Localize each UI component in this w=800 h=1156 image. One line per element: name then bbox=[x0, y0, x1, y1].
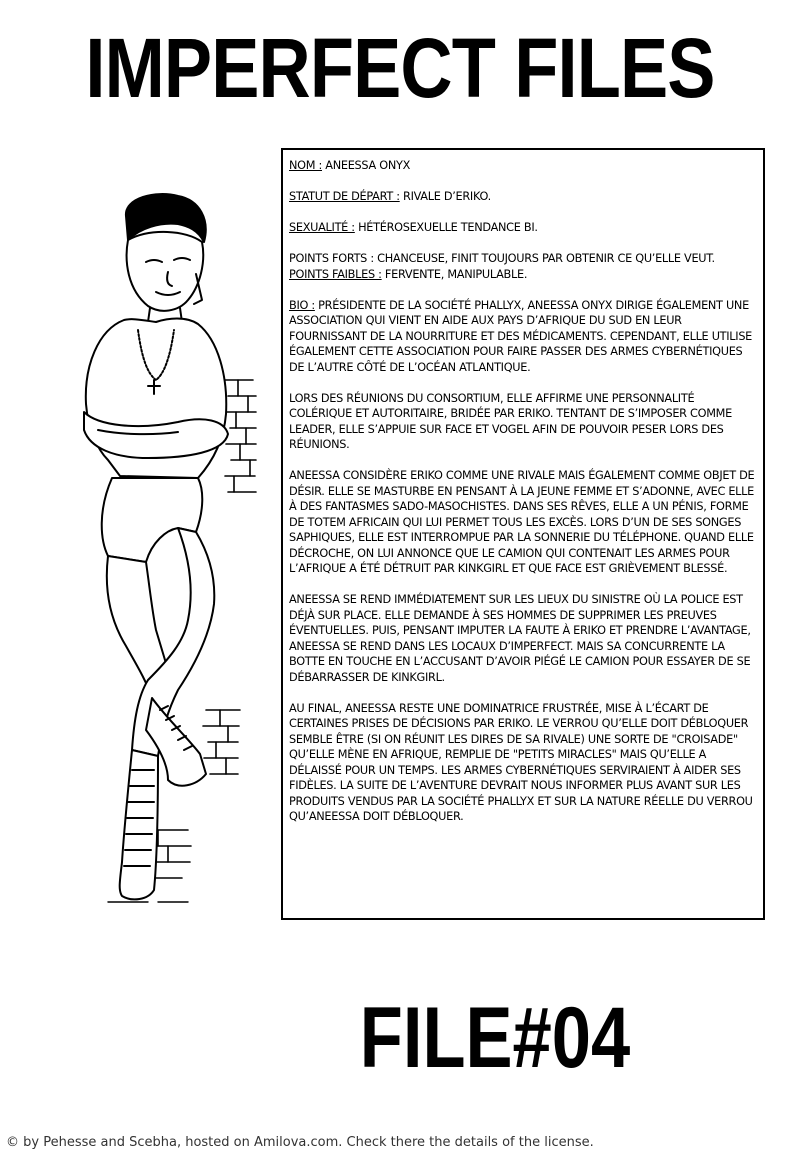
sexuality-value: HÉTÉROSEXUELLE TENDANCE BI. bbox=[358, 221, 538, 234]
status-label: STATUT DE DÉPART : bbox=[289, 190, 400, 203]
sexuality-label: SEXUALITÉ : bbox=[289, 221, 355, 234]
weaknesses-field bbox=[289, 267, 757, 283]
bio-paragraph-4: ANEESSA SE REND IMMÉDIATEMENT SUR LES LIEUX DU SINISTRE OÙ LA POLICE EST DÉJÀ SUR PLACE. ELLE DEMANDE À SES HOMMES DE SUPPRIMER LES PREUVES ÉVENTUELLES. PUIS, PENSANT IMPUTER LA FAUTE À ERIKO ET PRENDRE L’AVANTAGE, ANEESSA SE REND DANS LES LOCAUX D’IMPERFECT. MAIS SA CONCURRENTE LA BOTTE EN TOUCHE EN L’ACCUSANT D’AVOIR PIÉGÉ LE CAMION POUR ESSAYER DE SE DÉBARRASSER DE KINKGIRL. bbox=[289, 593, 751, 684]
name-label: NOM : bbox=[289, 159, 322, 172]
status-field bbox=[289, 189, 757, 205]
character-illustration bbox=[28, 190, 278, 920]
character-bio-panel bbox=[281, 148, 765, 920]
strengths-value: CHANCEUSE, FINIT TOUJOURS PAR OBTENIR CE QU’ELLE VEUT. bbox=[377, 252, 715, 265]
file-number: FILE#04 bbox=[359, 990, 631, 1086]
status-value: RIVALE D’ERIKO. bbox=[403, 190, 491, 203]
copyright-footer: © by Pehesse and Scebha, hosted on Amilova.com. Check there the details of the license. bbox=[6, 1135, 594, 1150]
bio-paragraph-5: AU FINAL, ANEESSA RESTE UNE DOMINATRICE FRUSTRÉE, MISE À L’ÉCART DE CERTAINES PRISES DE DÉCISIONS PAR ERIKO. LE VERROU QU’ELLE DOIT DÉBLOQUER SEMBLE ÊTRE (SI ON RÉUNIT LES DIRES DE SA RIVALE) UNE SORTE DE "CROISADE" QU’ELLE MÈNE EN AFRIQUE, REMPLIE DE "PETITS MIRACLES" MAIS QU’ELLE A DÉLAISSÉ POUR UN TEMPS. LES ARMES CYBERNÉTIQUES SERVIRAIENT À AIDER SES FIDÈLES. LA SUITE DE L’AVENTURE DEVRAIT NOUS INFORMER PLUS AVANT SUR LES PRODUITS VENDUS PAR LA SOCIÉTÉ PHALLYX ET SUR LA NATURE RÉELLE DU VERROU QU’ANEESSA DOIT DÉBLOQUER. bbox=[289, 701, 753, 823]
name-value: ANEESSA ONYX bbox=[325, 159, 411, 172]
bio-text-1: PRÉSIDENTE DE LA SOCIÉTÉ PHALLYX, ANEESSA ONYX DIRIGE ÉGALEMENT UNE ASSOCIATION QUI VIENT EN AIDE AUX PAYS D’AFRIQUE DU SUD EN LEUR FOURNISSANT DE LA NOURRITURE ET DES MÉDICAMENTS. CEPENDANT, ELLE UTILISE ÉGALEMENT CETTE ASSOCIATION POUR FAIRE PASSER DES ARMES CYBERNÉTIQUES DE L’AUTRE CÔTÉ DE L’OCÉAN ATLANTIQUE. bbox=[289, 298, 753, 374]
strengths-label: POINTS FORTS : bbox=[289, 252, 374, 265]
name-field bbox=[289, 158, 757, 174]
bio-paragraph-2: LORS DES RÉUNIONS DU CONSORTIUM, ELLE AFFIRME UNE PERSONNALITÉ COLÉRIQUE ET AUTORITAIRE, BRIDÉE PAR ERIKO. TENTANT DE S’IMPOSER COMME LEADER, ELLE S’APPUIE SUR FACE ET VOGEL AFIN DE POUVOIR PESER LORS DES RÉUNIONS. bbox=[289, 391, 732, 451]
weaknesses-label: POINTS FAIBLES : bbox=[289, 267, 382, 281]
bio-paragraph-1 bbox=[289, 298, 757, 376]
bio-paragraph-3: ANEESSA CONSIDÈRE ERIKO COMME UNE RIVALE MAIS ÉGALEMENT COMME OBJET DE DÉSIR. ELLE SE MASTURBE EN PENSANT À LA JEUNE FEMME ET S’ADONNE, AVEC ELLE À DES FANTASMES SADO-MASOCHISTES. DANS SES RÊVES, ELLE A UN PÉNIS, FORME DE TOTEM AFRICAIN QUI LUI PERMET TOUS LES EXCÈS. LORS D’UN DE SES SONGES SAPHIQUES, ELLE EST INTERROMPUE PAR LA SONNERIE DU TÉLÉPHONE. QUAND ELLE DÉCROCHE, ON LUI ANNONCE QUE LE CAMION QUI CONTENAIT LES ARMES POUR L’AFRIQUE A ÉTÉ DÉTRUIT PAR KINKGIRL ET QUE FACE EST GRIÈVEMENT BLESSÉ. bbox=[289, 469, 755, 575]
page-title: IMPERFECT FILES bbox=[85, 21, 715, 115]
weaknesses-value: FERVENTE, MANIPULABLE. bbox=[384, 267, 528, 281]
strengths-field bbox=[289, 251, 757, 267]
bio-label: BIO : bbox=[289, 298, 315, 312]
sexuality-field bbox=[289, 220, 757, 236]
